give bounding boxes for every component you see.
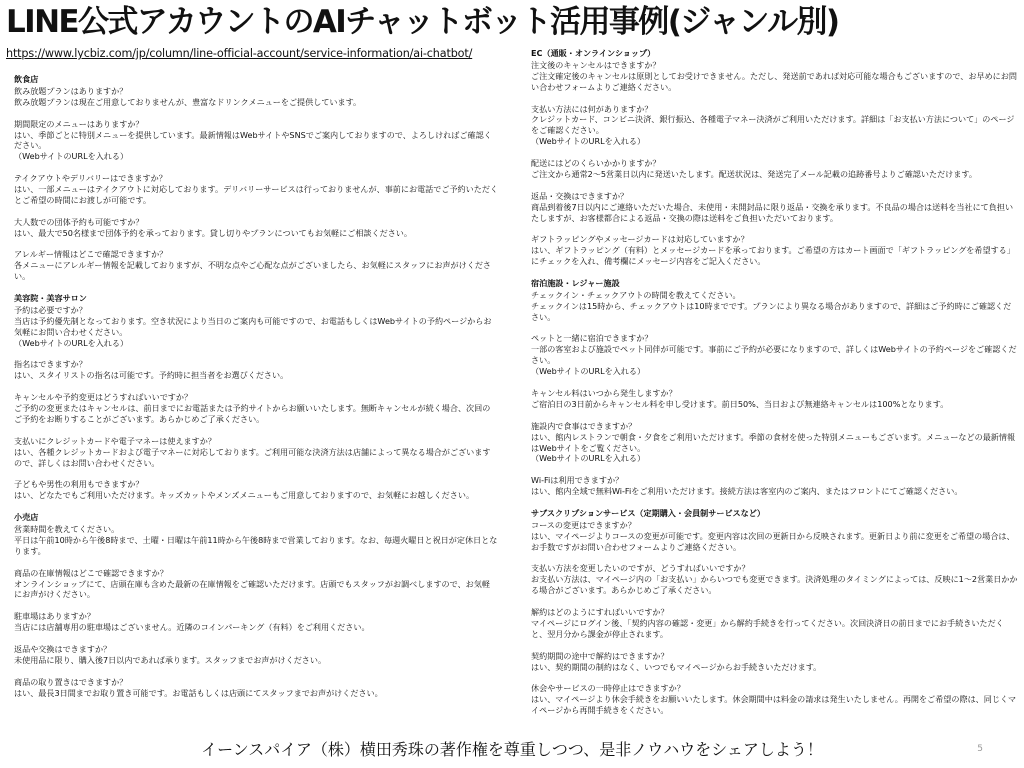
faq-question: 注文後のキャンセルはできますか？ (531, 59, 661, 70)
faq-question: 配送にはどのくらいかかりますか？ (531, 158, 661, 169)
section-title: 小売店 (14, 512, 39, 523)
faq-item (531, 563, 1019, 596)
faq-question: 商品の取り置きはできますか？ (14, 676, 128, 687)
faq-item (14, 644, 498, 666)
faq-question: 支払い方法には何がありますか？ (531, 103, 653, 114)
faq-item (14, 479, 498, 501)
faq-item (14, 305, 498, 349)
faq-item (14, 611, 498, 633)
faq-answer-note: （WebサイトのURLを入れる） (531, 366, 646, 377)
faq-question: 指名はできますか？ (14, 359, 87, 370)
faq-answer: はい、各種クレジットカードおよび電子マネーに対応しております。ご利用可能な決済方法は店舗によって異なる場合がございますので、詳しくはお問い合わせください。 (14, 446, 491, 468)
faq-answer: オンラインショップにて、店頭在庫も含めた最新の在庫情報をご確認いただけます。店頭でもスタッフがお調べしますので、お気軽にお声がけください。 (14, 578, 490, 600)
faq-question: キャンセル料はいつから発生しますか？ (531, 387, 677, 398)
faq-question: 予約は必要ですか？ (14, 304, 87, 315)
faq-answer: はい、スタイリストの指名は可能です。予約時に担当者をお選びください。 (14, 370, 289, 381)
faq-answer-note: （WebサイトのURLを入れる） (531, 453, 646, 464)
faq-question: 飲み放題プランはありますか？ (14, 85, 128, 96)
faq-question: アレルギー情報はどこで確認できますか？ (14, 249, 168, 260)
faq-item (14, 119, 498, 163)
faq-item (531, 290, 1019, 323)
faq-answer: ご宿泊日の3日前からキャンセル料を申し受けます。前日50%、当日および無連絡キャンセルは100%となります。 (531, 398, 949, 409)
faq-question: 駐車場はありますか？ (14, 611, 95, 622)
faq-question: キャンセルや予約変更はどうすればいいですか？ (14, 392, 193, 403)
faq-question: 期間限定のメニューはありますか？ (14, 118, 144, 129)
faq-answer: 未使用品に限り、購入後7日以内であれば承ります。スタッフまでお声がけください。 (14, 654, 327, 665)
faq-question: 解約はどのようにすればいいですか？ (531, 607, 669, 618)
faq-question: 商品の在庫情報はどこで確認できますか？ (14, 567, 168, 578)
faq-answer: ご予約の変更またはキャンセルは、前日までにお電話または予約サイトからお願いいたします。無断キャンセルが続く場合、次回のご予約をお断りすることがございます。あらかじめご了承ください。 (14, 403, 491, 424)
faq-question: 子どもや男性の利用もできますか？ (14, 479, 144, 490)
faq-column-right (531, 48, 1019, 727)
faq-answer: マイページにログイン後、「契約内容の確認・変更」から解約手続きを行ってください。次回決済日の前日までにお手続きいただくと、翌月分から課金が停止されます。 (531, 617, 1004, 639)
faq-answer: はい、どなたでもご利用いただけます。キッズカットやメンズメニューもご用意しておりますので、お気軽にお越しください。 (14, 490, 475, 501)
faq-answer: お支払い方法は、マイページ内の「お支払い」からいつでも変更できます。決済処理のタイミングによっては、反映に1〜2営業日かかる場合がございます。あらかじめご了承ください。 (531, 574, 1018, 596)
faq-item (531, 104, 1019, 148)
faq-answer: はい、ギフトラッピング（有料）とメッセージカードを承っております。ご希望の方はカート画面で「ギフトラッピングを希望する」にチェックを入れ、備考欄にメッセージ内容をご記入ください。 (531, 245, 1015, 267)
faq-item (14, 86, 498, 108)
faq-question: 営業時間を教えてください。 (14, 524, 120, 534)
section-title: 宿泊施設・レジャー施設 (531, 277, 620, 288)
section-title: 美容院・美容サロン (14, 293, 87, 304)
faq-item (531, 421, 1019, 465)
faq-answer: はい、最大で50名様まで団体予約を承っております。貸し切りやプランについてもお気軽にご相談ください。 (14, 227, 412, 238)
faq-question: Wi-Fiは利用できますか？ (531, 475, 624, 486)
faq-column-left (14, 74, 498, 709)
faq-question: テイクアウトやデリバリーはできますか？ (14, 173, 167, 184)
faq-answer: はい、マイページより休会手続きをお願いいたします。休会期間中は料金の請求は発生いたしません。再開をご希望の際は、同じくマイページから再開手続きをください。 (531, 694, 1017, 716)
faq-answer: 商品到着後7日以内にご連絡いただいた場合、未使用・未開封品に限り返品・交換を承ります。不良品の場合は送料を当社にて負担いたしますが、お客様都合による返品・交換の際は送料をご負担いただいております。 (531, 201, 1014, 223)
faq-item (14, 359, 498, 381)
faq-item (531, 475, 1019, 497)
faq-answer-note: （WebサイトのURLを入れる） (14, 151, 129, 162)
section-title: 飲食店 (14, 74, 39, 84)
faq-answer: クレジットカード、コンビニ決済、銀行振込、各種電子マネー決済がご利用いただけます。詳細は「お支払い方法について」のページをご確認ください。 (531, 114, 1015, 136)
faq-answer: はい、一部メニューはテイクアウトに対応しております。デリバリーサービスは行っておりませんが、事前にお電話でご予約いただくとご希望の時間にお渡しが可能です。 (14, 184, 499, 205)
faq-answer: 当店には店舗専用の駐車場はございません。近隣のコインパーキング（有料）をご利用ください。 (14, 622, 370, 633)
faq-item (531, 158, 1019, 180)
faq-item (14, 436, 498, 469)
faq-item (531, 333, 1019, 377)
faq-answer-note: （WebサイトのURLを入れる） (14, 337, 129, 348)
faq-question: 返品や交換はできますか？ (14, 643, 112, 654)
faq-item (531, 520, 1019, 553)
faq-answer-note: （WebサイトのURLを入れる） (531, 136, 646, 147)
faq-item (531, 60, 1019, 93)
faq-question: 支払い方法を変更したいのですが、どうすればいいですか？ (531, 563, 750, 574)
faq-item (531, 234, 1019, 267)
section-title: EC（通販・オンラインショップ） (531, 48, 656, 58)
faq-answer: はい、館内レストランで朝食・夕食をご利用いただけます。季節の食材を使った特別メニューもございます。メニューなどの最新情報はWebサイトをご覧ください。 (531, 431, 1016, 453)
faq-answer: チェックインは15時から、チェックアウトは10時までです。プランにより異なる場合がありますので、詳細はご予約時にご確認ください。 (531, 300, 1012, 322)
faq-item (531, 683, 1019, 716)
faq-item (531, 191, 1019, 224)
faq-answer: 平日は午前10時から午後8時まで、土曜・日曜は午前11時から午後8時まで営業しております。なお、毎週火曜日と祝日が定休日となります。 (14, 534, 498, 556)
faq-question: 返品・交換はできますか？ (531, 190, 629, 201)
faq-question: 休会やサービスの一時停止はできますか？ (531, 683, 685, 694)
faq-answer: ご注文確定後のキャンセルは原則としてお受けできません。ただし、発送前であれば対応可能な場合もございますので、お早めにお問い合わせフォームよりご連絡ください。 (531, 70, 1017, 92)
page-title: LINE公式アカウントのAIチャットボット活用事例(ジャンル別) (6, 4, 839, 40)
faq-answer: はい、契約期間の制約はなく、いつでもマイページからお手続きいただけます。 (531, 661, 822, 672)
faq-question: チェックイン・チェックアウトの時間を教えてください。 (531, 289, 741, 300)
page-number: 5 (977, 744, 983, 754)
faq-answer: はい、館内全域で無料Wi-Fiをご利用いただけます。接続方法は客室内のご案内、またはフロントにてご確認ください。 (531, 486, 963, 497)
faq-item (14, 392, 498, 425)
faq-item (531, 607, 1019, 640)
faq-answer: はい、最長3日間までお取り置き可能です。お電話もしくは店頭にてスタッフまでお声がけください。 (14, 687, 383, 698)
source-url-link[interactable]: https://www.lycbiz.com/jp/column/line-official-account/service-information/ai-chatbot/ (6, 47, 473, 60)
faq-item (14, 524, 498, 557)
faq-question: 支払いにクレジットカードや電子マネーは使えますか？ (14, 435, 216, 446)
faq-item (14, 677, 498, 699)
faq-answer: 当店は予約優先制となっております。空き状況により当日のご案内も可能ですので、お電話もしくはWebサイトの予約ページからお気軽にお問い合わせください。 (14, 315, 492, 337)
faq-item (531, 651, 1019, 673)
faq-question: コースの変更はできますか？ (531, 519, 636, 530)
faq-item (531, 388, 1019, 410)
faq-answer: はい、マイページよりコースの変更が可能です。変更内容は次回の更新日から反映されます。更新日より前に変更をご希望の場合は、お手数ですがお問い合わせフォームよりご連絡ください。 (531, 530, 1015, 552)
faq-answer: 飲み放題プランは現在ご用意しておりませんが、豊富なドリンクメニューをご提供しています。 (14, 96, 362, 107)
faq-item (14, 249, 498, 282)
faq-question: ペットと一緒に宿泊できますか？ (531, 333, 653, 344)
section-title: サブスクリプションサービス（定期購入・会員制サービスなど） (531, 507, 765, 518)
faq-question: 契約期間の途中で解約はできますか？ (531, 650, 669, 661)
faq-answer: はい、季節ごとに特別メニューを提供しています。最新情報はWebサイトやSNSでご案内しておりますので、よろしければご確認ください。 (14, 129, 492, 151)
faq-item (14, 217, 498, 239)
faq-item (14, 173, 498, 206)
faq-item (14, 568, 498, 601)
faq-question: 大人数での団体予約も可能ですか？ (14, 216, 144, 227)
faq-question: ギフトラッピングやメッセージカードは対応していますか？ (531, 234, 749, 245)
faq-answer: 各メニューにアレルギー情報を記載しておりますが、不明な点やご心配な点がございましたら、お気軽にスタッフにお声がけください。 (14, 260, 492, 282)
faq-question: 施設内で食事はできますか？ (531, 420, 637, 431)
faq-answer: 一部の客室および施設でペット同伴が可能です。事前にご予約が必要になりますので、詳しくはWebサイトの予約ページをご確認ください。 (531, 344, 1017, 366)
copyright-footer: イーンスパイア（株）横田秀珠の著作権を尊重しつつ、是非ノウハウをシェアしよう！ (201, 740, 823, 759)
faq-answer: ご注文から通常2〜5営業日以内に発送いたします。配送状況は、発送完了メール記載の追跡番号よりご確認いただけます。 (531, 168, 977, 179)
